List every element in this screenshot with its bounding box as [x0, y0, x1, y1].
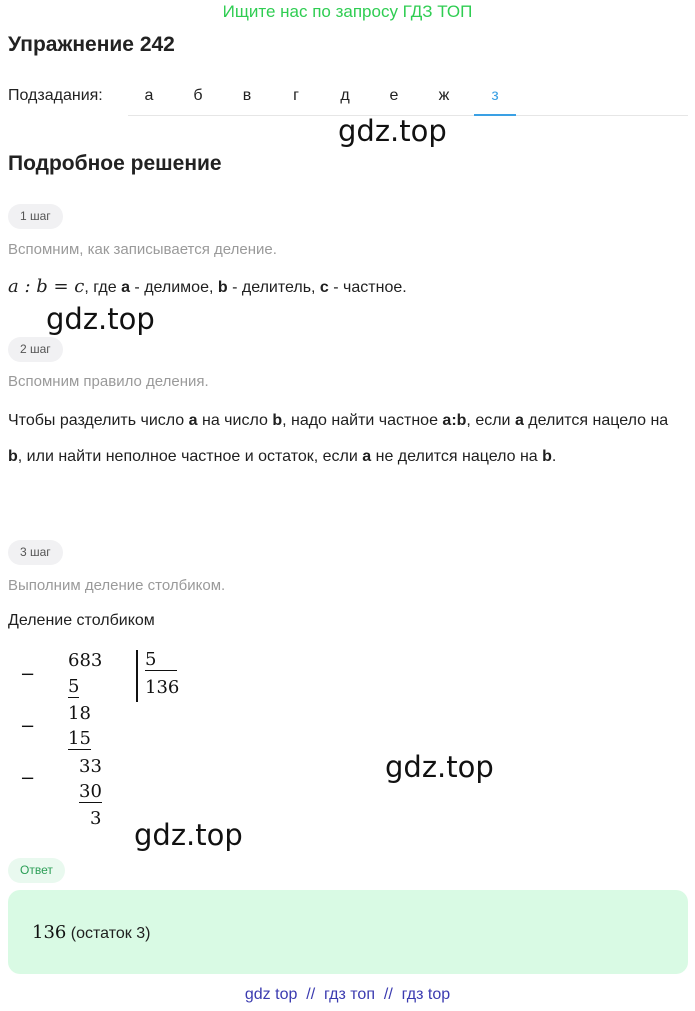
watermark: gdz.top [134, 818, 243, 852]
quotient: 136 [145, 677, 180, 698]
subtrahend: 5 [68, 676, 80, 697]
subtrahend: 30 [79, 781, 102, 802]
answer-value: 136 [32, 922, 67, 943]
text: - делитель, [227, 279, 320, 296]
text: , где [84, 279, 122, 296]
text: - делимое, [129, 279, 218, 296]
dividend: 683 [68, 650, 103, 671]
minus-sign: − [20, 768, 36, 789]
answer-box [8, 890, 688, 974]
section-title: Подробное решение [8, 152, 222, 175]
text: , или найти неполное частное и остаток, если [17, 448, 363, 465]
answer-note: (остаток 3) [66, 925, 151, 942]
bold: a:b [442, 412, 467, 429]
tab-v[interactable]: в [242, 87, 252, 104]
tab-d[interactable]: д [340, 87, 350, 104]
minus-sign: − [20, 716, 36, 737]
text: . [551, 448, 557, 465]
minus-sign: − [20, 664, 36, 685]
text: делится нацело на [523, 412, 669, 429]
page-title: Упражнение 242 [8, 33, 175, 56]
step-2-chip: 2 шаг [8, 337, 63, 362]
footer-links[interactable]: gdz top // гдз топ // гдз top [244, 986, 451, 1003]
step-1-chip: 1 шаг [8, 204, 63, 229]
text: на число [197, 412, 273, 429]
remainder-row: 33 [79, 756, 102, 777]
tab-e[interactable]: е [389, 87, 399, 104]
bold: a [514, 412, 524, 429]
step-1-hint: Вспомним, как записывается деление. [8, 241, 277, 258]
tab-z-active[interactable]: з [474, 78, 516, 116]
answer-text [32, 922, 150, 943]
text: не делится нацело на [371, 448, 543, 465]
tab-a[interactable]: а [144, 87, 154, 104]
division-vertical-bar [136, 650, 138, 702]
step-1-text [8, 276, 407, 297]
remainder-row: 18 [68, 703, 91, 724]
bold-b: b [217, 279, 228, 296]
step-3-hint: Выполним деление столбиком. [8, 577, 226, 594]
step-2-hint: Вспомним правило деления. [8, 373, 209, 390]
subtrahend: 15 [68, 728, 91, 749]
bold: b [272, 412, 283, 429]
promo-banner: Ищите нас по запросу ГДЗ ТОП [222, 2, 473, 21]
long-division-heading: Деление столбиком [8, 612, 155, 629]
answer-chip: Ответ [8, 858, 65, 883]
text: , надо найти частное [282, 412, 443, 429]
bold: b [542, 448, 552, 465]
bold-a: a [121, 279, 130, 296]
bold: a [362, 448, 372, 465]
subtasks-label: Подзадания: [8, 87, 103, 104]
watermark: gdz.top [338, 114, 447, 148]
bold: b [8, 448, 18, 465]
formula: a : b = c [8, 276, 85, 297]
step-2-rule [8, 403, 683, 475]
final-remainder: 3 [90, 808, 102, 829]
step-3-chip: 3 шаг [8, 540, 63, 565]
text: - частное. [328, 279, 407, 296]
bold: a [188, 412, 198, 429]
tab-zh[interactable]: ж [438, 87, 450, 104]
tab-b[interactable]: б [193, 87, 203, 104]
text: , если [466, 412, 515, 429]
subtask-tabs [128, 78, 688, 116]
divisor: 5 [145, 650, 177, 671]
bold-c: c [319, 279, 329, 296]
watermark: gdz.top [385, 750, 494, 784]
tab-g[interactable]: г [293, 87, 299, 104]
watermark: gdz.top [46, 302, 155, 336]
text: Чтобы разделить число [8, 412, 189, 429]
